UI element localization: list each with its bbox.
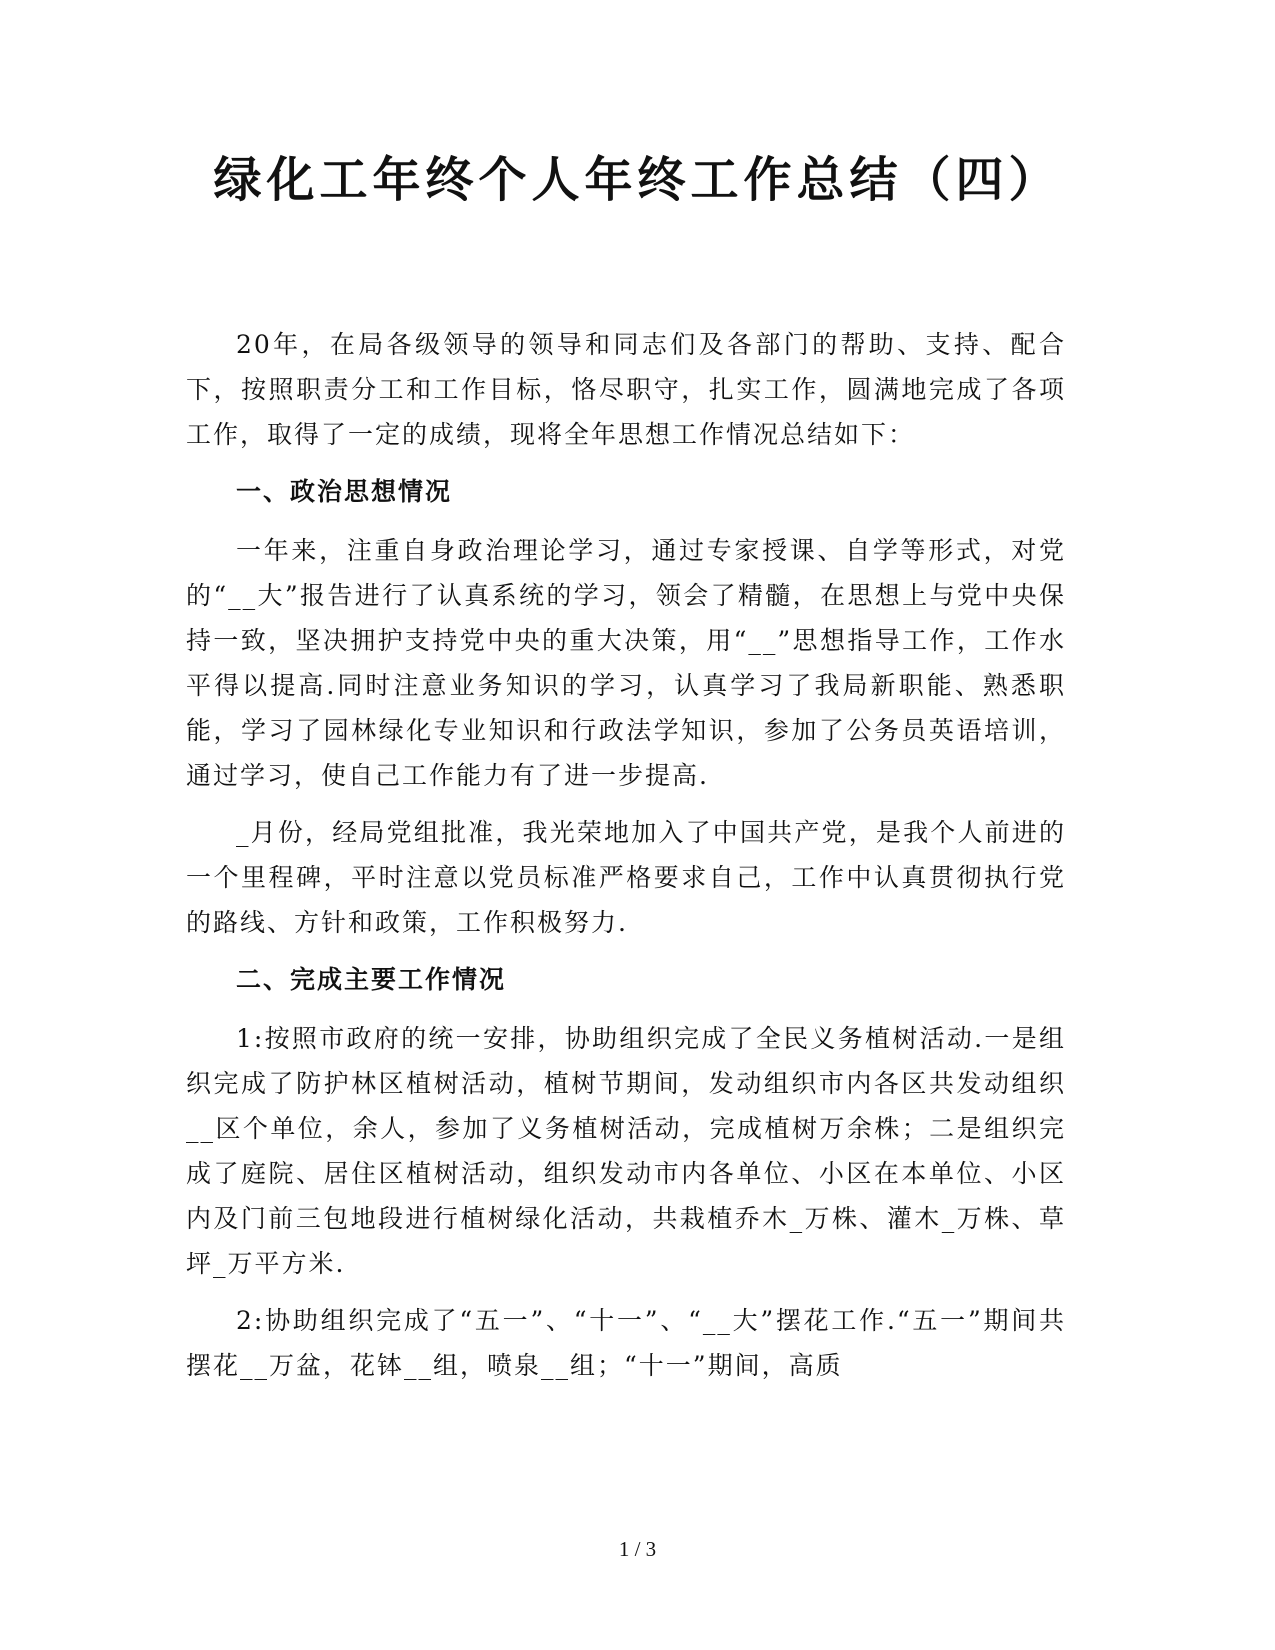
tree-planting-paragraph: 1:按照市政府的统一安排，协助组织完成了全民义务植树活动.一是组织完成了防护林区植树活动，植树节期间，发动组织市内各区共发动组织__区个单位，余人，参加了义务植树活动，完成植树万余株；二是组织完成了庭院、居住区植树活动，组织发动市内各单位、小区在本单位、小区内及门前三包地段进行植树绿化活动，共栽植乔木_万株、灌木_万株、草坪_万平方米. [186, 1024, 1066, 1278]
page-number: 1 / 3 [618, 1537, 657, 1561]
section-heading-political: 一、政治思想情况 [236, 477, 453, 506]
document-body [186, 322, 1066, 1400]
party-membership-paragraph: _月份，经局党组批准，我光荣地加入了中国共产党，是我个人前进的一个里程碑，平时注意以党员标准严格要求自己，工作中认真贯彻执行党的路线、方针和政策，工作积极努力. [186, 818, 1066, 937]
flower-display-paragraph: 2:协助组织完成了“五一”、“十一”、“__大”摆花工作.“五一”期间共摆花__万盆，花钵__组，喷泉__组；“十一”期间，高质 [186, 1306, 1066, 1380]
intro-paragraph: 20年，在局各级领导的领导和同志们及各部门的帮助、支持、配合下，按照职责分工和工作目标，恪尽职守，扎实工作，圆满地完成了各项工作，取得了一定的成绩，现将全年思想工作情况总结如下： [186, 330, 1066, 449]
document-title: 绿化工年终个人年终工作总结（四） [213, 152, 1062, 208]
section-heading-main-work: 二、完成主要工作情况 [236, 965, 507, 994]
political-study-paragraph: 一年来，注重自身政治理论学习，通过专家授课、自学等形式，对党的“__大”报告进行了认真系统的学习，领会了精髓，在思想上与党中央保持一致，坚决拥护支持党中央的重大决策，用“__”思想指导工作，工作水平得以提高.同时注意业务知识的学习，认真学习了我局新职能、熟悉职能，学习了园林绿化专业知识和行政法学知识，参加了公务员英语培训，通过学习，使自己工作能力有了进一步提高. [186, 536, 1066, 790]
